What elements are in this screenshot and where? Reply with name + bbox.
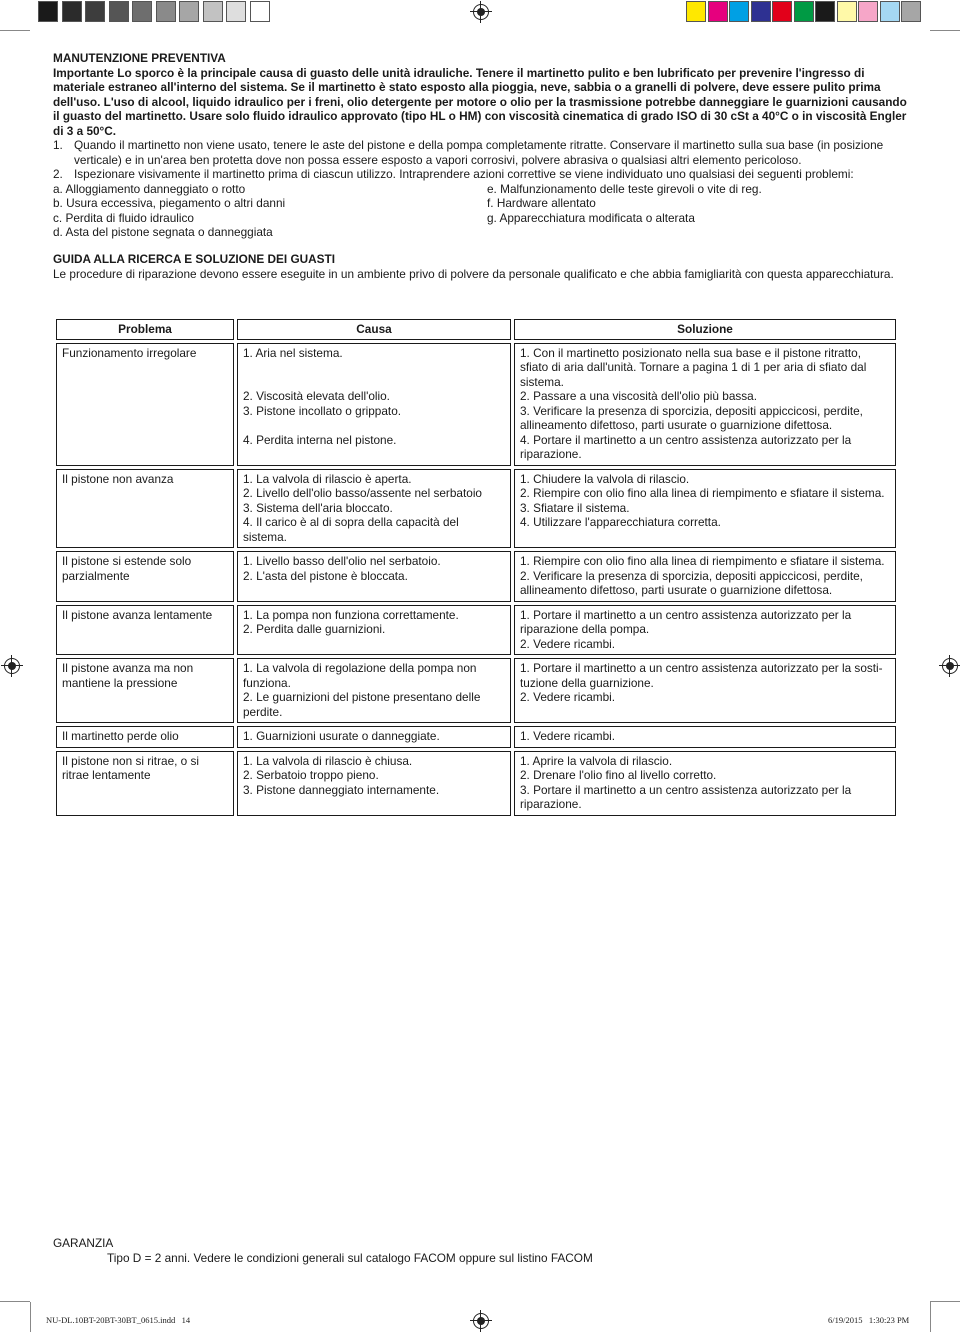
troubleshooting-table xyxy=(53,316,899,819)
step-text: Ispezionare visivamente il martinetto prima di ciascun utilizzo. Intraprendere azioni correttive se viene individuato uno qualsiasi dei seguenti problemi: xyxy=(74,167,854,181)
table-row xyxy=(56,605,896,656)
cause-line: 1. Livello basso dell'olio nel serbatoio. xyxy=(243,554,441,568)
cause-cell xyxy=(237,469,511,549)
solution-line: 2. Passare a una viscosità dell'olio più bassa. xyxy=(520,389,758,403)
problem-column-right xyxy=(487,182,908,240)
problem-cell: Il pistone non avanza xyxy=(56,469,234,549)
solution-line: 1. Portare il martinetto a un centro assistenza autorizzato per la riparazione della pompa. xyxy=(520,607,852,636)
trim-line-left-vert xyxy=(30,1302,31,1332)
problem-cell: Il martinetto perde olio xyxy=(56,726,234,748)
registration-mark-right-icon xyxy=(942,658,958,674)
solution-line: 1. Vedere ricambi. xyxy=(520,729,616,743)
cause-line: 1. La pompa non funziona correttamente. xyxy=(243,607,459,622)
problem-item: f. Hardware allentato xyxy=(487,196,596,210)
color-swatch xyxy=(880,1,900,22)
table-row xyxy=(56,726,896,748)
color-swatch xyxy=(156,1,176,22)
solution-line: 2. Vedere ricambi. xyxy=(520,690,616,704)
trim-line-bottom-right xyxy=(930,1301,960,1302)
solution-cell xyxy=(514,726,896,748)
table-row xyxy=(56,343,896,466)
solution-line: 1. Aprire la valvola di rilascio. xyxy=(520,753,673,768)
step-number: 1. xyxy=(53,138,63,152)
problem-column-left xyxy=(53,182,487,240)
cause-line xyxy=(243,360,505,375)
solution-line: 2. Drenare l'olio fino al livello corretto. xyxy=(520,768,717,782)
solution-cell xyxy=(514,605,896,656)
trim-line-top-right xyxy=(930,30,960,31)
color-swatch xyxy=(686,1,706,22)
solution-line: 1. Con il martinetto posizionato nella sua base e il pistone ritratto, sfiato di aria dall'unità. Tornare a pagina 1 di 1 per aria di sfiato dal sistema. xyxy=(520,345,867,389)
color-swatch xyxy=(708,1,728,22)
table-row xyxy=(56,469,896,549)
problem-item: c. Perdita di fluido idraulico xyxy=(53,210,194,225)
header-problem: Problema xyxy=(56,319,234,340)
color-swatch xyxy=(132,1,152,22)
cause-cell xyxy=(237,343,511,466)
cause-line: 2. Viscosità elevata dell'olio. xyxy=(243,389,390,403)
warranty-text: Tipo D = 2 anni. Vedere le condizioni generali sul catalogo FACOM oppure sul listino FACOM xyxy=(107,1251,593,1265)
problem-cell: Il pistone avanza ma non mantiene la pressione xyxy=(56,658,234,723)
cause-line xyxy=(243,375,505,390)
solution-cell xyxy=(514,751,896,816)
cause-line: 3. Sistema dell'aria bloccato. xyxy=(243,500,393,515)
maintenance-title: MANUTENZIONE PREVENTIVA xyxy=(53,51,226,65)
color-swatch xyxy=(85,1,105,22)
step-number: 2. xyxy=(53,167,63,181)
header-cause: Causa xyxy=(237,319,511,340)
cause-cell xyxy=(237,726,511,748)
solution-line: 4. Utilizzare l'apparecchiatura corretta. xyxy=(520,515,721,529)
troubleshooting-section xyxy=(53,252,908,281)
cause-cell xyxy=(237,551,511,602)
registration-mark-top-icon xyxy=(473,4,489,20)
registration-mark-bottom-icon xyxy=(473,1313,489,1329)
solution-line: 3. Portare il martinetto a un centro assistenza autorizzato per la riparazione. xyxy=(520,782,852,811)
solution-line: 1. Portare il martinetto a un centro assistenza autorizzato per la sosti-tuzione della guarnizione. xyxy=(520,661,883,690)
solution-cell xyxy=(514,658,896,723)
cause-line xyxy=(243,418,505,433)
warranty-title: GARANZIA xyxy=(53,1236,114,1250)
warranty-section xyxy=(53,1236,593,1266)
problem-cell: Il pistone si estende solo parzialmente xyxy=(56,551,234,602)
footer-file-name: NU-DL.10BT-20BT-30BT_0615.indd 14 xyxy=(46,1315,191,1325)
problem-item: b. Usura eccessiva, piegamento o altri danni xyxy=(53,196,286,210)
table-row xyxy=(56,551,896,602)
problem-cell: Il pistone avanza lentamente xyxy=(56,605,234,656)
cause-cell xyxy=(237,605,511,656)
color-swatch xyxy=(858,1,878,22)
cause-line: 4. Perdita interna nel pistone. xyxy=(243,432,397,447)
solution-line: 3. Sfiatare il sistema. xyxy=(520,500,630,515)
color-swatch xyxy=(38,1,58,22)
cause-line: 1. Guarnizioni usurate o danneggiate. xyxy=(243,729,440,743)
color-swatch xyxy=(226,1,246,22)
problem-item: e. Malfunzionamento delle teste girevoli o vite di reg. xyxy=(487,181,762,196)
color-swatch xyxy=(729,1,749,22)
cause-line: 2. Serbatoio troppo pieno. xyxy=(243,768,379,782)
trim-line-top xyxy=(0,30,30,31)
table-header-row xyxy=(56,319,896,340)
cause-line: 2. L'asta del pistone è bloccata. xyxy=(243,568,408,583)
troubleshooting-title: GUIDA ALLA RICERCA E SOLUZIONE DEI GUASTI xyxy=(53,252,336,266)
troubleshooting-intro: Le procedure di riparazione devono essere eseguite in un ambiente privo di polvere da personale qualificato e che abbia famigliarità con questa apparecchiatura. xyxy=(53,266,894,281)
cause-line: 2. Le guarnizioni del pistone presentano delle perdite. xyxy=(243,690,481,719)
color-swatch xyxy=(751,1,771,22)
cause-cell xyxy=(237,658,511,723)
cause-line: 2. Livello dell'olio basso/assente nel serbatoio xyxy=(243,486,482,500)
cause-line: 4. Il carico è al di sopra della capacità del sistema. xyxy=(243,515,459,544)
maintenance-steps xyxy=(53,138,908,182)
problem-cell: Funzionamento irregolare xyxy=(56,343,234,466)
table-row xyxy=(56,751,896,816)
cause-line: 3. Pistone incollato o grippato. xyxy=(243,403,402,418)
maintenance-intro: Importante Lo sporco è la principale causa di guasto delle unità idrauliche. Tenere il martinetto pulito e ben lubrificato per prevenire l'ingresso di materiale estraneo all'interno del sistema. Se il martinetto è stato esposto alla pioggia, neve, sabbia o a granelli di polvere, deve essere pulito prima dell'uso. L'uso di alcool, liquido idraulico per i freni, olio detergente per motore o olio per la trasmissione potrebbe danneggiare le guarnizioni causando il guasto del martinetto. Usare solo fluido idraulico approvato (tipo HL o HM) con viscosità cinematica di grado ISO di 30 cSt a 40°C o in viscosità Engler di 3 a 50°C. xyxy=(53,65,907,138)
footer-timestamp: 6/19/2015 1:30:23 PM xyxy=(828,1315,910,1325)
color-swatch xyxy=(62,1,82,22)
maintenance-step xyxy=(53,167,908,182)
solution-cell xyxy=(514,551,896,602)
color-swatch xyxy=(109,1,129,22)
color-swatch xyxy=(772,1,792,22)
solution-line: 3. Verificare la presenza di sporcizia, depositi appiccicosi, perdite, allineamento difettoso, parti usurate o guarnizione difettosa. xyxy=(520,403,863,432)
solution-line: 4. Portare il martinetto a un centro assistenza autorizzato per la riparazione. xyxy=(520,432,852,461)
problem-item: d. Asta del pistone segnata o danneggiata xyxy=(53,225,273,239)
trim-line-right-vert xyxy=(930,1302,931,1332)
registration-mark-left-icon xyxy=(4,658,20,674)
table-row xyxy=(56,658,896,723)
color-swatch xyxy=(203,1,223,22)
trim-line-bottom xyxy=(0,1301,30,1302)
solution-cell xyxy=(514,469,896,549)
solution-line: 1. Riempire con olio fino alla linea di riempimento e sfiatare il sistema. xyxy=(520,554,885,568)
cause-line: 1. La valvola di rilascio è aperta. xyxy=(243,471,412,486)
solution-cell xyxy=(514,343,896,466)
problem-item: a. Alloggiamento danneggiato o rotto xyxy=(53,181,246,196)
cause-line: 2. Perdita dalle guarnizioni. xyxy=(243,622,386,636)
problem-cell: Il pistone non si ritrae, o si ritrae lentamente xyxy=(56,751,234,816)
color-swatch xyxy=(179,1,199,22)
cause-line: 3. Pistone danneggiato internamente. xyxy=(243,782,440,797)
problem-item: g. Apparecchiatura modificata o alterata xyxy=(487,210,695,225)
solution-line: 1. Chiudere la valvola di rilascio. xyxy=(520,471,690,486)
solution-line: 2. Verificare la presenza di sporcizia, depositi appiccicosi, perdite, allineamento difettoso, parti usurate o guarnizione difettosa. xyxy=(520,568,863,597)
color-swatch xyxy=(837,1,857,22)
cause-line: 1. Aria nel sistema. xyxy=(243,345,343,360)
cause-line: 1. La valvola di rilascio è chiusa. xyxy=(243,753,413,768)
color-swatch xyxy=(794,1,814,22)
solution-line: 2. Vedere ricambi. xyxy=(520,636,616,651)
maintenance-step xyxy=(53,138,908,167)
cause-line: 1. La valvola di regolazione della pompa non funziona. xyxy=(243,661,477,690)
color-swatch xyxy=(901,1,921,22)
color-swatch xyxy=(250,1,270,22)
step-text: Quando il martinetto non viene usato, tenere le aste del pistone e della pompa completamente ritratte. Conservare il martinetto sulla sua base (in posizione verticale) e in un'area ben protetta dove non possa essere esposto a vapori corrosivi, polvere abrasiva o qualsiasi altri elemento pericoloso. xyxy=(74,138,884,167)
inspection-problem-list xyxy=(53,182,908,240)
cause-cell xyxy=(237,751,511,816)
header-solution: Soluzione xyxy=(514,319,896,340)
maintenance-section xyxy=(53,51,908,240)
solution-line: 2. Riempire con olio fino alla linea di riempimento e sfiatare il sistema. xyxy=(520,486,885,500)
color-swatch xyxy=(815,1,835,22)
